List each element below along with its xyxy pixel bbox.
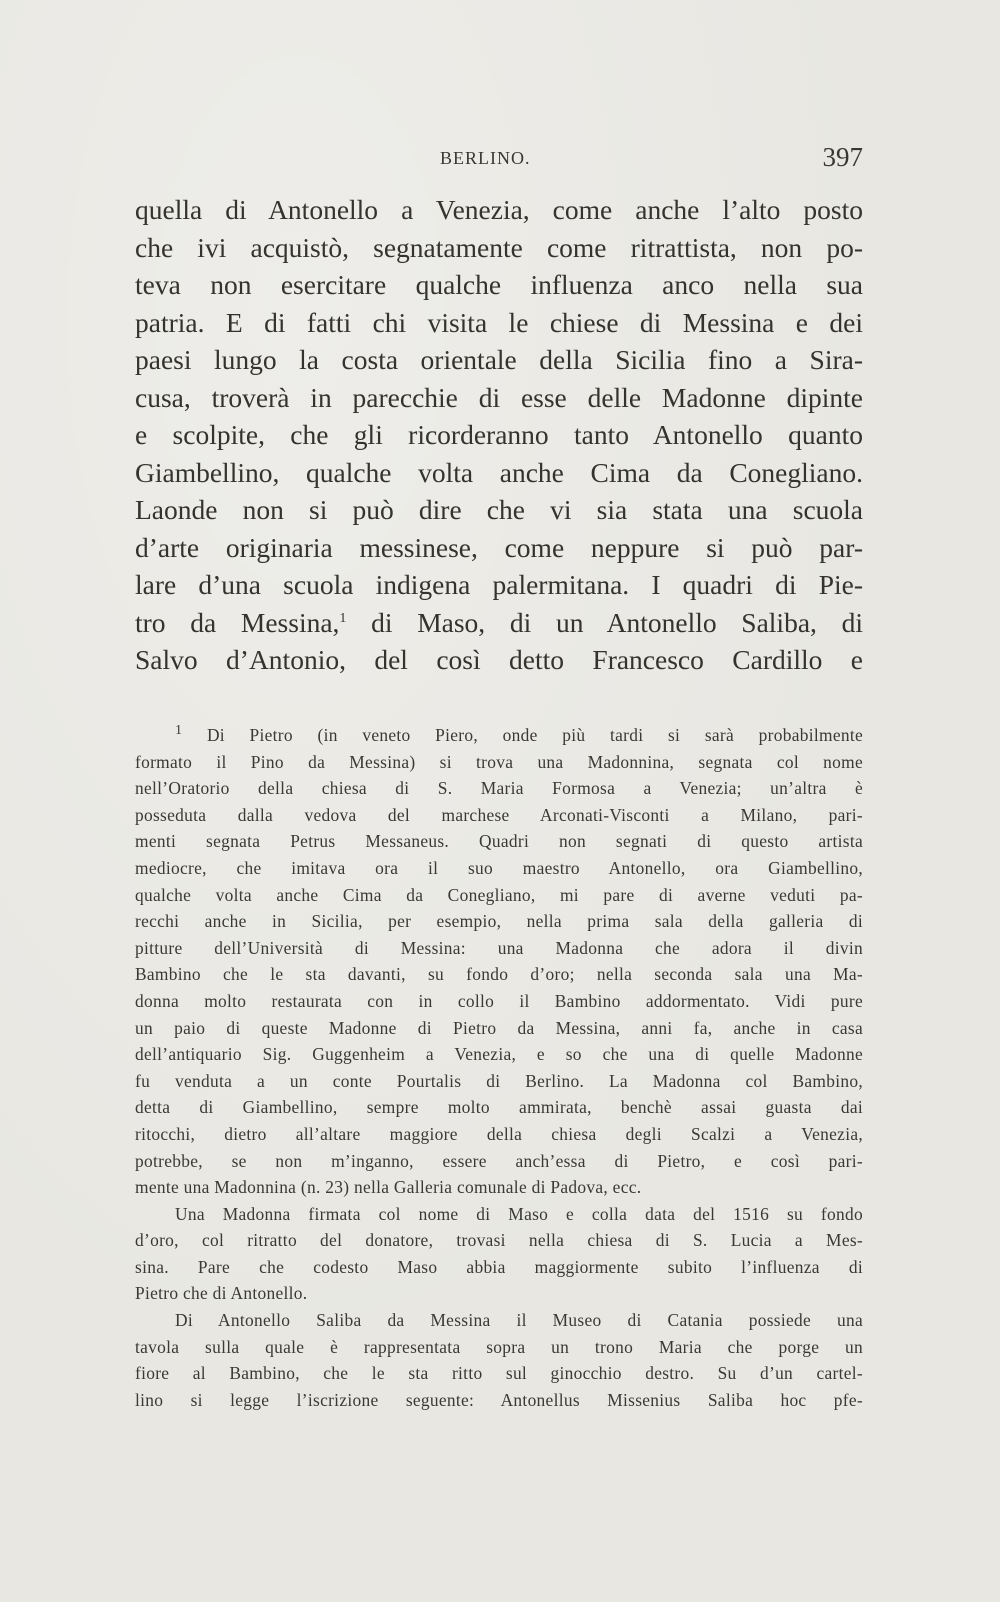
footnote-line [135,722,863,749]
footnote-line: Pietro che di Antonello. [135,1283,308,1304]
footnote-line: mediocre, che imitava ora il suo maestro Antonello, ora Giambellino, [135,857,863,878]
footnote-line: mente una Madonnina (n. 23) nella Galleria comunale di Padova, ecc. [135,1177,642,1198]
footnote-line: tavola sulla quale è rappresentata sopra un trono Maria che porge un [135,1336,863,1357]
text-line: d’arte originaria messinese, come neppure si può par- [135,531,863,563]
main-text [135,191,863,679]
footnote-line: formato il Pino da Messina) si trova una Madonnina, segnata col nome [135,751,863,772]
text-line-with-footnote-ref [135,604,863,642]
text-line-fragment: tro da Messina, [135,606,340,638]
text-line: patria. E di fatti chi visita le chiese di Messina e dei [135,306,863,338]
footnote-line: dell’antiquario Sig. Guggenheim a Venezia, e so che una di quelle Madonne [135,1044,863,1065]
text-line-fragment: di Maso, di un Antonello Saliba, di [346,606,863,638]
footnote-line: fu venduta a un conte Pourtalis di Berlino. La Madonna col Bambino, [135,1070,863,1091]
text-line: paesi lungo la costa orientale della Sicilia fino a Sira- [135,344,863,375]
footnote-line: recchi anche in Sicilia, per esempio, nella prima sala della galleria di [135,911,863,932]
footnote-line: Di Antonello Saliba da Messina il Museo di Catania possiede una [175,1310,863,1331]
footnote-line: lino si legge l’iscrizione seguente: Antonellus Missenius Saliba hoc pfe- [135,1389,863,1410]
footnote-reference[interactable]: 1 [339,610,347,626]
footnote-text: Di Pietro (in veneto Piero, onde più tardi si sarà probabilmente [206,725,863,745]
footnote-line: detta di Giambellino, sempre molto ammirata, benchè assai guasta dai [135,1097,863,1118]
page-header [135,142,863,182]
footnotes [135,722,863,1413]
footnote-line: donna molto restaurata con in collo il Bambino addormentato. Vidi pure [135,990,863,1011]
footnote-line: pitture dell’Università di Messina: una Madonna che adora il divin [135,937,863,958]
footnote-line: fiore al Bambino, che le sta ritto sul ginocchio destro. Su d’un cartel- [135,1363,863,1384]
footnote-line: nell’Oratorio della chiesa di S. Maria Formosa a Venezia; un’altra è [135,778,863,799]
text-line: quella di Antonello a Venezia, come anche l’alto posto [135,194,863,225]
footnote-line: Una Madonna firmata col nome di Maso e colla data del 1516 su fondo [175,1203,863,1224]
footnote-line: posseduta dalla vedova del marchese Arconati-Visconti a Milano, pari- [135,804,863,825]
text-line: teva non esercitare qualche influenza anco nella sua [135,269,863,300]
text-line: e scolpite, che gli ricorderanno tanto Antonello quanto [135,419,863,450]
text-line: Laonde non si può dire che vi sia stata una scuola [135,494,863,525]
footnote-line: un paio di queste Madonne di Pietro da Messina, anni fa, anche in casa [135,1017,863,1038]
text-line: cusa, troverà in parecchie di esse delle Madonne dipinte [135,381,863,413]
footnote-line: sina. Pare che codesto Maso abbia maggiormente subito l’influenza di [135,1256,863,1277]
footnote-line: potrebbe, se non m’inganno, essere anch’essa di Pietro, e così pari- [135,1150,863,1171]
footnote-line: Bambino che le sta davanti, su fondo d’oro; nella seconda sala una Ma- [135,964,863,985]
running-head: BERLINO. [440,148,531,168]
page-number: 397 [822,142,863,172]
text-line: Salvo d’Antonio, del così detto Francesco Cardillo e [135,644,863,675]
text-line: lare d’una scuola indigena palermitana. I quadri di Pie- [135,569,863,600]
text-line: che ivi acquistò, segnatamente come ritrattista, non po- [135,231,863,263]
footnote-marker: 1 [175,723,183,738]
footnote-line: d’oro, col ritratto del donatore, trovasi nella chiesa di S. Lucia a Mes- [135,1230,863,1251]
footnote-line: qualche volta anche Cima da Conegliano, mi pare di averne veduti pa- [135,884,863,905]
text-line: Giambellino, qualche volta anche Cima da Conegliano. [135,456,863,488]
footnote-line: ritocchi, dietro all’altare maggiore della chiesa degli Scalzi a Venezia, [135,1123,863,1144]
footnote-line: menti segnata Petrus Messaneus. Quadri non segnati di questo artista [135,831,863,852]
